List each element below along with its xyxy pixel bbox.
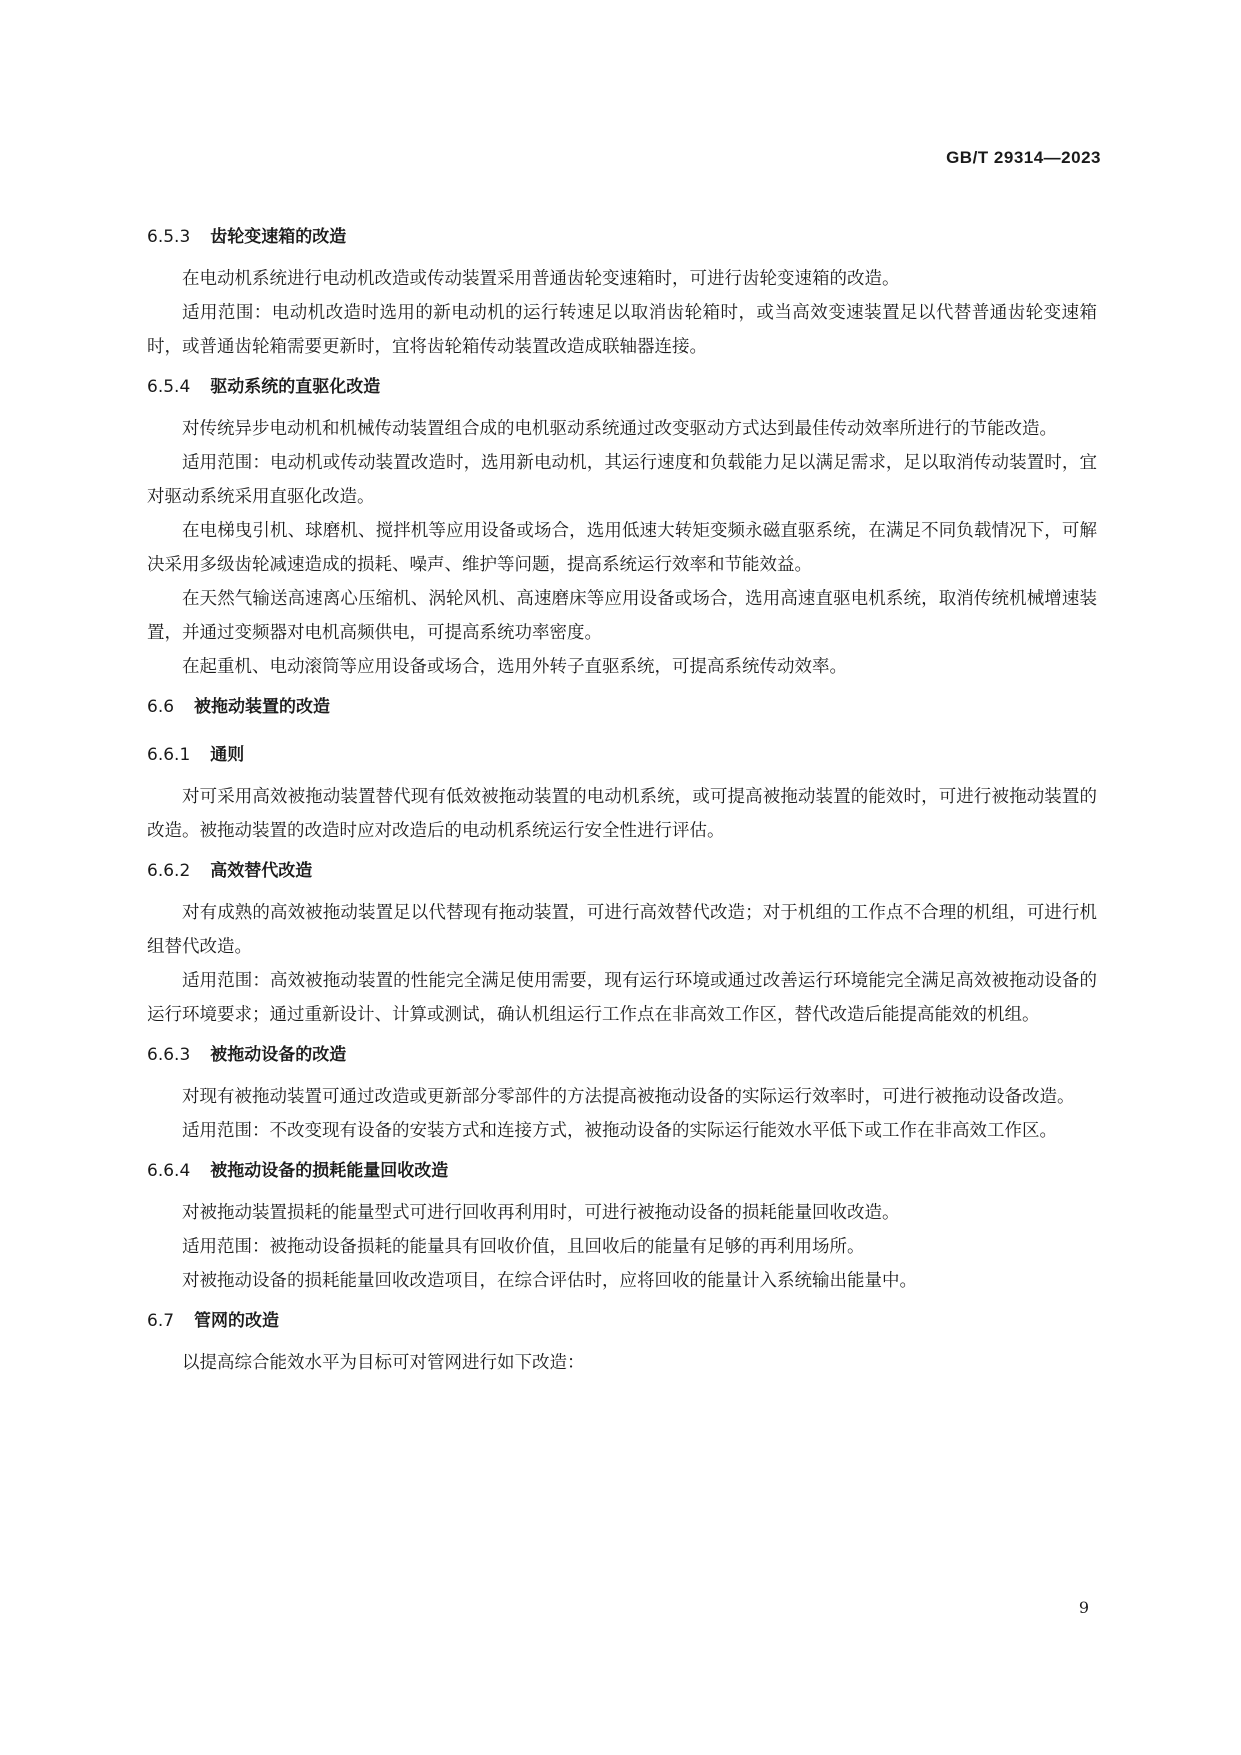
- section-title: 高效替代改造: [210, 861, 313, 881]
- paragraph: 对有成熟的高效被拖动装置足以代替现有拖动装置，可进行高效替代改造；对于机组的工作点不合理的机组，可进行机组替代改造。: [147, 903, 1097, 957]
- section-heading: [147, 1154, 1097, 1188]
- section-6-5-3: [147, 220, 1097, 364]
- paragraph: 适用范围：高效被拖动装置的性能完全满足使用需要，现有运行环境或通过改善运行环境能完全满足高效被拖动设备的运行环境要求；通过重新设计、计算或测试，确认机组运行工作点在非高效工作区，替代改造后能提高能效的机组。: [147, 971, 1097, 1025]
- paragraph: 在电梯曳引机、球磨机、搅拌机等应用设备或场合，选用低速大转矩变频永磁直驱系统，在满足不同负载情况下，可解决采用多级齿轮减速造成的损耗、噪声、维护等问题，提高系统运行效率和节能效益。: [147, 521, 1097, 575]
- section-6-6-4: [147, 1154, 1097, 1298]
- section-6-6-1: [147, 738, 1097, 848]
- paragraph: 对被拖动设备的损耗能量回收改造项目，在综合评估时，应将回收的能量计入系统输出能量中。: [182, 1271, 917, 1291]
- standard-number: GB/T 29314—2023: [946, 148, 1101, 167]
- spacer: [147, 772, 1097, 780]
- section-6-5-4: [147, 370, 1097, 684]
- section-6-7: [147, 1304, 1097, 1380]
- section-number: 6.6.4: [147, 1161, 191, 1181]
- page-number: 9: [1078, 1598, 1089, 1617]
- section-number: 6.6.3: [147, 1045, 191, 1065]
- section-number: 6.6: [147, 697, 175, 717]
- section-heading: [147, 690, 1097, 724]
- section-number: 6.6.2: [147, 861, 191, 881]
- section-title: 被拖动设备的改造: [210, 1045, 347, 1065]
- paragraph: 在起重机、电动滚筒等应用设备或场合，选用外转子直驱系统，可提高系统传动效率。: [182, 657, 847, 677]
- section-heading: [147, 738, 1097, 772]
- spacer: [147, 1072, 1097, 1080]
- spacer: [147, 724, 1097, 732]
- paragraph: 适用范围：电动机改造时选用的新电动机的运行转速足以取消齿轮箱时，或当高效变速装置足以代替普通齿轮变速箱时，或普通齿轮箱需要更新时，宜将齿轮箱传动装置改造成联轴器连接。: [147, 303, 1097, 357]
- section-heading: [147, 1304, 1097, 1338]
- section-number: 6.7: [147, 1311, 175, 1331]
- section-heading: [147, 370, 1097, 404]
- paragraph: 对现有被拖动装置可通过改造或更新部分零部件的方法提高被拖动设备的实际运行效率时，可进行被拖动设备改造。: [182, 1087, 1075, 1107]
- section-title: 齿轮变速箱的改造: [210, 227, 347, 247]
- section-6-6: [147, 690, 1097, 732]
- paragraph: 适用范围：电动机或传动装置改造时，选用新电动机，其运行速度和负载能力足以满足需求，足以取消传动装置时，宜对驱动系统采用直驱化改造。: [147, 453, 1097, 507]
- section-title: 通则: [210, 745, 245, 765]
- section-number: 6.5.3: [147, 227, 191, 247]
- spacer: [147, 888, 1097, 896]
- section-title: 管网的改造: [194, 1311, 280, 1331]
- section-6-6-2: [147, 854, 1097, 1032]
- paragraph: 对可采用高效被拖动装置替代现有低效被拖动装置的电动机系统，或可提高被拖动装置的能效时，可进行被拖动装置的改造。被拖动装置的改造时应对改造后的电动机系统运行安全性进行评估。: [147, 787, 1097, 841]
- paragraph: 适用范围：不改变现有设备的安装方式和连接方式，被拖动设备的实际运行能效水平低下或工作在非高效工作区。: [182, 1121, 1057, 1141]
- paragraph: 以提高综合能效水平为目标可对管网进行如下改造：: [182, 1353, 585, 1373]
- paragraph: 在天然气输送高速离心压缩机、涡轮风机、高速磨床等应用设备或场合，选用高速直驱电机系统，取消传统机械增速装置，并通过变频器对电机高频供电，可提高系统功率密度。: [147, 589, 1097, 643]
- paragraph: 在电动机系统进行电动机改造或传动装置采用普通齿轮变速箱时，可进行齿轮变速箱的改造。: [182, 269, 900, 289]
- spacer: [147, 1338, 1097, 1346]
- paragraph: 对被拖动装置损耗的能量型式可进行回收再利用时，可进行被拖动设备的损耗能量回收改造。: [182, 1203, 900, 1223]
- spacer: [147, 1188, 1097, 1196]
- section-number: 6.6.1: [147, 745, 191, 765]
- section-number: 6.5.4: [147, 377, 191, 397]
- section-6-6-3: [147, 1038, 1097, 1148]
- section-title: 被拖动设备的损耗能量回收改造: [210, 1161, 449, 1181]
- section-title: 被拖动装置的改造: [194, 697, 331, 717]
- spacer: [147, 254, 1097, 262]
- section-heading: [147, 220, 1097, 254]
- paragraph: 对传统异步电动机和机械传动装置组合成的电机驱动系统通过改变驱动方式达到最佳传动效率所进行的节能改造。: [182, 419, 1057, 439]
- section-heading: [147, 854, 1097, 888]
- section-heading: [147, 1038, 1097, 1072]
- spacer: [147, 404, 1097, 412]
- paragraph: 适用范围：被拖动设备损耗的能量具有回收价值，且回收后的能量有足够的再利用场所。: [182, 1237, 865, 1257]
- section-title: 驱动系统的直驱化改造: [210, 377, 381, 397]
- document-body: [147, 220, 1097, 1386]
